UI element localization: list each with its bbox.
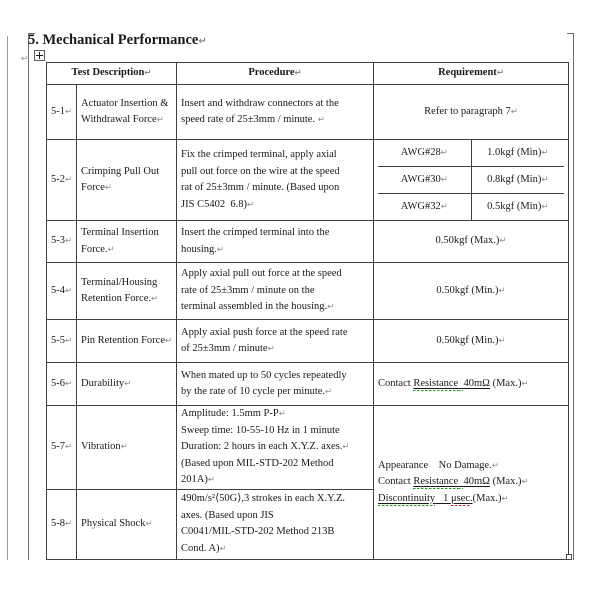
procedure-cell: Apply axial push force at the speed rate of 25±3mm / minute↵	[177, 320, 374, 363]
table-row-5-4	[47, 263, 569, 320]
header-procedure: Procedure↵	[177, 63, 374, 85]
paragraph-mark: ↵	[21, 54, 29, 64]
table-resize-handle-icon[interactable]	[566, 554, 572, 560]
description-cell: Terminal/Housing Retention Force.↵	[77, 263, 177, 320]
description-cell: Physical Shock↵	[77, 489, 177, 559]
table-move-handle-icon[interactable]	[34, 50, 45, 61]
header-test-description: Test Description↵	[47, 63, 177, 85]
requirement-cell: 0.50kgf (Max.)↵	[374, 221, 569, 263]
description-cell: Crimping Pull Out Force↵	[77, 140, 177, 221]
requirement-awg-cell	[374, 140, 569, 221]
section-title: 5. Mechanical Performance↵	[28, 32, 207, 48]
page-edge-line-left	[7, 36, 8, 560]
table-row-5-1	[47, 85, 569, 140]
test-number-cell: 5-6↵	[47, 363, 77, 406]
awg-row	[378, 194, 564, 221]
description-cell: Actuator Insertion & Withdrawal Force↵	[77, 85, 177, 140]
text-boundary-line-left	[28, 33, 29, 560]
awg-label-cell: AWG#32↵	[400, 200, 448, 212]
cross-vertical-bar	[39, 52, 40, 59]
awg-value-cell: 1.0kgf (Min)↵	[471, 140, 564, 167]
test-number-cell: 5-1↵	[47, 85, 77, 140]
table-row-5-2	[47, 140, 569, 221]
test-number-cell: 5-5↵	[47, 320, 77, 363]
table-row-5-6	[47, 363, 569, 406]
procedure-cell: When mated up to 50 cycles repeatedly by the rate of 10 cycle per minute.↵	[177, 363, 374, 406]
procedure-cell: Insert the crimped terminal into the housing.↵	[177, 221, 374, 263]
table-row-5-3	[47, 221, 569, 263]
awg-row	[378, 140, 564, 167]
awg-row	[378, 167, 564, 194]
awg-label-cell: AWG#30↵	[378, 167, 471, 194]
header-requirement: Requirement↵	[374, 63, 569, 85]
test-number-cell: 5-2↵	[47, 140, 77, 221]
procedure-cell: Amplitude: 1.5mm P-P↵ Sweep time: 10-55-10 Hz in 1 minute Duration: 2 hours in each X.Y.Z. axes.↵ (Based upon MIL-STD-202 Method 201A)↵	[177, 406, 374, 490]
procedure-cell: Apply axial pull out force at the speed rate of 25±3mm / minute on the terminal assembled in the housing.↵	[177, 263, 374, 320]
procedure-cell: Fix the crimped terminal, apply axial pull out force on the wire at the speed rat of 25±3mm / minute. (Based upon JIS C5402 6.8)↵	[177, 140, 374, 221]
table-row-5-5	[47, 320, 569, 363]
description-cell: Terminal Insertion Force.↵	[77, 221, 177, 263]
text-boundary-line-right	[573, 33, 574, 560]
procedure-cell: 490m/s²⟨50G⟩,3 strokes in each X.Y.Z. axes. (Based upon JIS C0041/MIL-STD-202 Method 213B Cond. A)↵	[177, 489, 374, 559]
description-cell: Vibration↵	[77, 406, 177, 490]
requirement-cell: Contact Resistance 40mΩ (Max.)↵	[374, 363, 569, 406]
test-number-cell: 5-4↵	[47, 263, 77, 320]
text-boundary-tick-top-right	[567, 33, 574, 34]
requirement-cell: 0.50kgf (Min.)↵	[374, 263, 569, 320]
requirement-merged-cell: Appearance No Damage.↵ Contact Resistance 40mΩ (Max.)↵ Discontinuity 1 μsec.(Max.)↵	[374, 406, 569, 560]
header-row	[47, 63, 569, 85]
table-row-5-7	[47, 406, 569, 490]
mechanical-performance-table	[46, 62, 569, 560]
requirement-cell: 0.50kgf (Min.)↵	[374, 320, 569, 363]
awg-value-cell: 0.8kgf (Min)↵	[471, 167, 564, 194]
awg-value-cell: 0.5kgf (Min)↵	[471, 194, 564, 221]
test-number-cell: 5-3↵	[47, 221, 77, 263]
awg-label-cell: AWG#28↵	[378, 140, 471, 167]
test-number-cell: 5-8↵	[47, 489, 77, 559]
awg-sub-table	[378, 140, 564, 220]
description-cell: Pin Retention Force↵	[77, 320, 177, 363]
test-number-cell: 5-7↵	[47, 406, 77, 490]
requirement-cell: Refer to paragraph 7↵	[374, 85, 569, 140]
description-cell: Durability↵	[77, 363, 177, 406]
procedure-cell: Insert and withdraw connectors at the speed rate of 25±3mm / minute. ↵	[177, 85, 374, 140]
